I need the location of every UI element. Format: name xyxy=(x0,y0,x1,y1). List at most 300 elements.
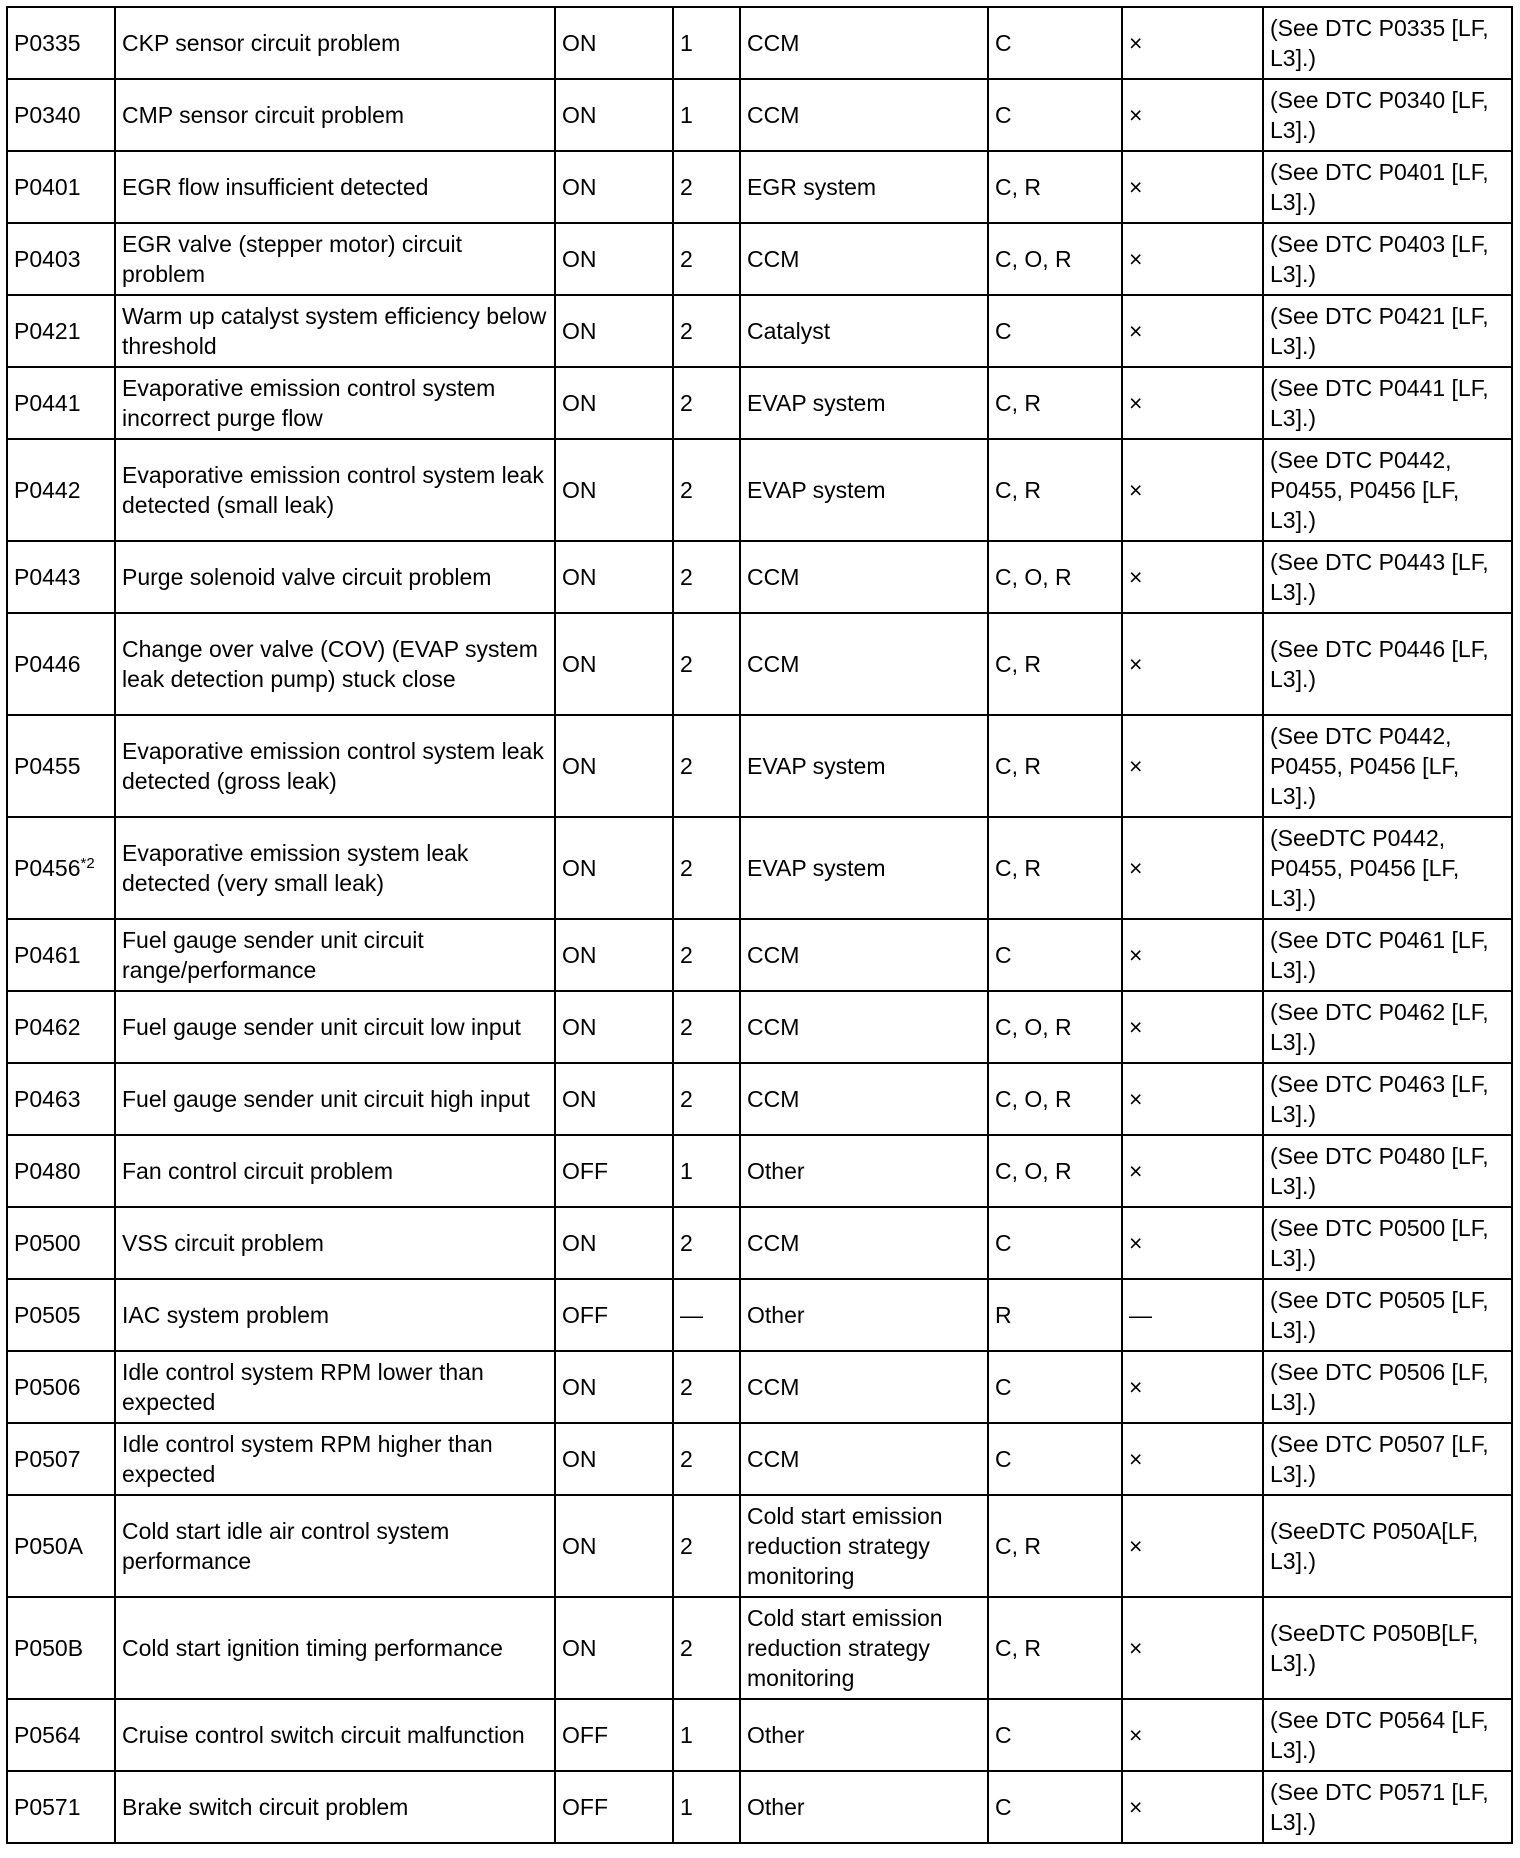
dtc-code-cell xyxy=(7,613,115,715)
monitor-item-cell xyxy=(740,613,988,715)
mil-cell xyxy=(555,541,673,613)
condition-cell xyxy=(115,1279,555,1351)
condition-cell-text: Purge solenoid valve circuit problem xyxy=(122,564,492,590)
drive-cycle-cell xyxy=(673,991,740,1063)
drive-cycle-cell-text: 2 xyxy=(680,564,693,590)
dtc-code-cell-text: P0571 xyxy=(14,1794,81,1820)
monitor-item-cell-text: Other xyxy=(747,1158,805,1184)
memory-function-cell-text: C xyxy=(995,1722,1012,1748)
self-test-type-cell xyxy=(1122,541,1263,613)
monitor-item-cell-text: Cold start emission reduction strategy monitoring xyxy=(747,1605,943,1691)
dtc-code-cell-text: P0442 xyxy=(14,477,81,503)
self-test-type-cell xyxy=(1122,1207,1263,1279)
memory-function-cell-text: C, O, R xyxy=(995,246,1072,272)
monitor-item-cell-text: CCM xyxy=(747,1374,800,1400)
page-reference-cell xyxy=(1263,79,1512,151)
mil-cell xyxy=(555,1771,673,1843)
memory-function-cell-text: C, R xyxy=(995,477,1041,503)
self-test-type-cell-text: × xyxy=(1129,30,1143,56)
mil-cell xyxy=(555,715,673,817)
dtc-code-cell-text: P0506 xyxy=(14,1374,81,1400)
mil-cell xyxy=(555,223,673,295)
dtc-table-page xyxy=(6,6,1513,1844)
mil-cell xyxy=(555,817,673,919)
condition-cell xyxy=(115,1351,555,1423)
footnote-marker: *2 xyxy=(80,855,95,872)
self-test-type-cell-text: × xyxy=(1129,246,1143,272)
page-reference-cell xyxy=(1263,1063,1512,1135)
memory-function-cell xyxy=(988,613,1122,715)
self-test-type-cell-text: × xyxy=(1129,1533,1143,1559)
drive-cycle-cell-text: 1 xyxy=(680,102,693,128)
mil-cell-text: ON xyxy=(562,477,597,503)
condition-cell-text: Evaporative emission control system leak detected (gross leak) xyxy=(122,738,544,794)
drive-cycle-cell-text: 2 xyxy=(680,1230,693,1256)
monitor-item-cell xyxy=(740,223,988,295)
page-reference-cell-text: (See DTC P0505 [LF, L3].) xyxy=(1270,1287,1489,1343)
memory-function-cell xyxy=(988,991,1122,1063)
drive-cycle-cell-text: 2 xyxy=(680,246,693,272)
mil-cell xyxy=(555,79,673,151)
memory-function-cell-text: C, R xyxy=(995,651,1041,677)
monitor-item-cell-text: CCM xyxy=(747,1446,800,1472)
condition-cell xyxy=(115,1207,555,1279)
mil-cell-text: ON xyxy=(562,1374,597,1400)
monitor-item-cell-text: EVAP system xyxy=(747,390,886,416)
dtc-code-cell xyxy=(7,541,115,613)
monitor-item-cell-text: CCM xyxy=(747,1014,800,1040)
table-row xyxy=(7,613,1512,715)
monitor-item-cell xyxy=(740,367,988,439)
condition-cell xyxy=(115,7,555,79)
monitor-item-cell-text: EVAP system xyxy=(747,477,886,503)
page-reference-cell xyxy=(1263,151,1512,223)
monitor-item-cell xyxy=(740,1699,988,1771)
monitor-item-cell-text: EGR system xyxy=(747,174,877,200)
table-row xyxy=(7,541,1512,613)
self-test-type-cell xyxy=(1122,439,1263,541)
page-reference-cell-text: (See DTC P0564 [LF, L3].) xyxy=(1270,1707,1489,1763)
dtc-code-cell-text: P050B xyxy=(14,1635,84,1661)
dtc-code-cell xyxy=(7,1423,115,1495)
self-test-type-cell-text: × xyxy=(1129,1794,1143,1820)
mil-cell xyxy=(555,1495,673,1597)
monitor-item-cell xyxy=(740,79,988,151)
monitor-item-cell xyxy=(740,1279,988,1351)
memory-function-cell xyxy=(988,1063,1122,1135)
memory-function-cell xyxy=(988,7,1122,79)
mil-cell xyxy=(555,1135,673,1207)
monitor-item-cell xyxy=(740,1597,988,1699)
drive-cycle-cell-text: 2 xyxy=(680,1533,693,1559)
dtc-table-body xyxy=(7,7,1512,1843)
condition-cell xyxy=(115,1063,555,1135)
condition-cell-text: Warm up catalyst system efficiency below threshold xyxy=(122,303,547,359)
page-reference-cell xyxy=(1263,223,1512,295)
memory-function-cell xyxy=(988,79,1122,151)
memory-function-cell-text: C, R xyxy=(995,855,1041,881)
mil-cell xyxy=(555,1423,673,1495)
self-test-type-cell-text: × xyxy=(1129,855,1143,881)
table-row xyxy=(7,715,1512,817)
page-reference-cell-text: (See DTC P0500 [LF, L3].) xyxy=(1270,1215,1489,1271)
memory-function-cell xyxy=(988,919,1122,991)
condition-cell xyxy=(115,295,555,367)
self-test-type-cell-text: × xyxy=(1129,1374,1143,1400)
table-row xyxy=(7,295,1512,367)
self-test-type-cell xyxy=(1122,1597,1263,1699)
self-test-type-cell xyxy=(1122,223,1263,295)
self-test-type-cell xyxy=(1122,991,1263,1063)
mil-cell-text: OFF xyxy=(562,1302,608,1328)
memory-function-cell xyxy=(988,151,1122,223)
drive-cycle-cell-text: 2 xyxy=(680,1446,693,1472)
page-reference-cell-text: (See DTC P0446 [LF, L3].) xyxy=(1270,636,1489,692)
memory-function-cell-text: C, O, R xyxy=(995,1158,1072,1184)
mil-cell-text: ON xyxy=(562,390,597,416)
monitor-item-cell-text: CCM xyxy=(747,1086,800,1112)
page-reference-cell xyxy=(1263,817,1512,919)
monitor-item-cell-text: CCM xyxy=(747,564,800,590)
self-test-type-cell-text: × xyxy=(1129,942,1143,968)
self-test-type-cell-text: × xyxy=(1129,390,1143,416)
dtc-code-cell-text: P0421 xyxy=(14,318,81,344)
memory-function-cell-text: C, R xyxy=(995,174,1041,200)
page-reference-cell xyxy=(1263,991,1512,1063)
monitor-item-cell xyxy=(740,439,988,541)
dtc-code-cell-text: P0340 xyxy=(14,102,81,128)
monitor-item-cell xyxy=(740,1423,988,1495)
condition-cell-text: CKP sensor circuit problem xyxy=(122,30,401,56)
page-reference-cell xyxy=(1263,715,1512,817)
page-reference-cell-text: (See DTC P0462 [LF, L3].) xyxy=(1270,999,1489,1055)
memory-function-cell-text: R xyxy=(995,1302,1012,1328)
mil-cell-text: ON xyxy=(562,564,597,590)
memory-function-cell-text: C xyxy=(995,1794,1012,1820)
self-test-type-cell xyxy=(1122,919,1263,991)
table-row xyxy=(7,991,1512,1063)
mil-cell-text: ON xyxy=(562,1533,597,1559)
condition-cell xyxy=(115,1699,555,1771)
self-test-type-cell xyxy=(1122,715,1263,817)
condition-cell-text: Brake switch circuit problem xyxy=(122,1794,409,1820)
condition-cell xyxy=(115,367,555,439)
dtc-code-cell-text: P0455 xyxy=(14,753,81,779)
condition-cell-text: EGR valve (stepper motor) circuit problem xyxy=(122,231,462,287)
self-test-type-cell-text: — xyxy=(1129,1302,1152,1328)
condition-cell-text: Fuel gauge sender unit circuit high input xyxy=(122,1086,530,1112)
self-test-type-cell-text: × xyxy=(1129,174,1143,200)
mil-cell-text: ON xyxy=(562,246,597,272)
condition-cell xyxy=(115,1135,555,1207)
memory-function-cell xyxy=(988,1699,1122,1771)
page-reference-cell xyxy=(1263,1597,1512,1699)
mil-cell xyxy=(555,919,673,991)
self-test-type-cell-text: × xyxy=(1129,1014,1143,1040)
monitor-item-cell-text: Catalyst xyxy=(747,318,831,344)
mil-cell-text: ON xyxy=(562,942,597,968)
table-row xyxy=(7,1423,1512,1495)
page-reference-cell-text: (See DTC P0401 [LF, L3].) xyxy=(1270,159,1489,215)
page-reference-cell xyxy=(1263,1699,1512,1771)
mil-cell-text: ON xyxy=(562,30,597,56)
table-row xyxy=(7,1771,1512,1843)
self-test-type-cell xyxy=(1122,1771,1263,1843)
table-row xyxy=(7,1135,1512,1207)
page-reference-cell-text: (See DTC P0507 [LF, L3].) xyxy=(1270,1431,1489,1487)
self-test-type-cell-text: × xyxy=(1129,102,1143,128)
self-test-type-cell xyxy=(1122,1423,1263,1495)
page-reference-cell xyxy=(1263,919,1512,991)
drive-cycle-cell xyxy=(673,7,740,79)
self-test-type-cell xyxy=(1122,79,1263,151)
memory-function-cell-text: C, R xyxy=(995,1635,1041,1661)
self-test-type-cell-text: × xyxy=(1129,564,1143,590)
condition-cell-text: Cold start ignition timing performance xyxy=(122,1635,503,1661)
table-row xyxy=(7,919,1512,991)
dtc-code-cell xyxy=(7,1771,115,1843)
condition-cell xyxy=(115,439,555,541)
memory-function-cell-text: C, O, R xyxy=(995,1014,1072,1040)
memory-function-cell-text: C, R xyxy=(995,1533,1041,1559)
condition-cell-text: VSS circuit problem xyxy=(122,1230,324,1256)
dtc-code-cell xyxy=(7,439,115,541)
mil-cell-text: ON xyxy=(562,1014,597,1040)
memory-function-cell xyxy=(988,1351,1122,1423)
memory-function-cell-text: C, O, R xyxy=(995,1086,1072,1112)
mil-cell xyxy=(555,1207,673,1279)
table-row xyxy=(7,1699,1512,1771)
monitor-item-cell-text: Cold start emission reduction strategy monitoring xyxy=(747,1503,943,1589)
monitor-item-cell xyxy=(740,715,988,817)
drive-cycle-cell-text: 2 xyxy=(680,390,693,416)
monitor-item-cell xyxy=(740,1063,988,1135)
dtc-code-cell-text: P0463 xyxy=(14,1086,81,1112)
condition-cell xyxy=(115,79,555,151)
mil-cell xyxy=(555,295,673,367)
table-row xyxy=(7,1207,1512,1279)
drive-cycle-cell-text: 2 xyxy=(680,651,693,677)
drive-cycle-cell-text: 2 xyxy=(680,1086,693,1112)
drive-cycle-cell xyxy=(673,1207,740,1279)
memory-function-cell-text: C xyxy=(995,318,1012,344)
monitor-item-cell-text: CCM xyxy=(747,30,800,56)
page-reference-cell-text: (See DTC P0442, P0455, P0456 [LF, L3].) xyxy=(1270,723,1460,809)
drive-cycle-cell xyxy=(673,1699,740,1771)
table-row xyxy=(7,1597,1512,1699)
table-row xyxy=(7,7,1512,79)
page-reference-cell xyxy=(1263,1351,1512,1423)
mil-cell xyxy=(555,1699,673,1771)
dtc-code-cell-text: P0441 xyxy=(14,390,81,416)
dtc-code-cell-text: P0480 xyxy=(14,1158,81,1184)
monitor-item-cell-text: CCM xyxy=(747,1230,800,1256)
drive-cycle-cell-text: 2 xyxy=(680,855,693,881)
page-reference-cell xyxy=(1263,439,1512,541)
mil-cell xyxy=(555,1351,673,1423)
memory-function-cell-text: C xyxy=(995,1230,1012,1256)
monitor-item-cell xyxy=(740,1135,988,1207)
dtc-code-cell xyxy=(7,367,115,439)
drive-cycle-cell-text: 1 xyxy=(680,1794,693,1820)
page-reference-cell-text: (See DTC P0443 [LF, L3].) xyxy=(1270,549,1489,605)
memory-function-cell xyxy=(988,541,1122,613)
table-row xyxy=(7,223,1512,295)
monitor-item-cell-text: EVAP system xyxy=(747,753,886,779)
dtc-code-cell-text: P0507 xyxy=(14,1446,81,1472)
mil-cell-text: ON xyxy=(562,318,597,344)
page-reference-cell-text: (See DTC P0335 [LF, L3].) xyxy=(1270,15,1489,71)
self-test-type-cell xyxy=(1122,367,1263,439)
page-reference-cell-text: (SeeDTC P050A[LF, L3].) xyxy=(1270,1518,1479,1574)
memory-function-cell-text: C xyxy=(995,102,1012,128)
mil-cell-text: ON xyxy=(562,1086,597,1112)
mil-cell xyxy=(555,151,673,223)
self-test-type-cell xyxy=(1122,1135,1263,1207)
monitor-item-cell xyxy=(740,991,988,1063)
memory-function-cell xyxy=(988,1771,1122,1843)
mil-cell xyxy=(555,1063,673,1135)
dtc-code-cell xyxy=(7,991,115,1063)
condition-cell-text: Evaporative emission system leak detected (very small leak) xyxy=(122,840,469,896)
condition-cell-text: Cold start idle air control system performance xyxy=(122,1518,450,1574)
monitor-item-cell xyxy=(740,7,988,79)
page-reference-cell-text: (See DTC P0461 [LF, L3].) xyxy=(1270,927,1489,983)
memory-function-cell-text: C xyxy=(995,1446,1012,1472)
dtc-code-cell xyxy=(7,1135,115,1207)
page-reference-cell xyxy=(1263,1495,1512,1597)
mil-cell xyxy=(555,1597,673,1699)
memory-function-cell-text: C, O, R xyxy=(995,564,1072,590)
condition-cell-text: Cruise control switch circuit malfunction xyxy=(122,1722,525,1748)
self-test-type-cell xyxy=(1122,1699,1263,1771)
dtc-code-cell xyxy=(7,151,115,223)
self-test-type-cell xyxy=(1122,1279,1263,1351)
self-test-type-cell-text: × xyxy=(1129,477,1143,503)
mil-cell-text: OFF xyxy=(562,1722,608,1748)
self-test-type-cell-text: × xyxy=(1129,651,1143,677)
drive-cycle-cell xyxy=(673,1495,740,1597)
page-reference-cell-text: (See DTC P0480 [LF, L3].) xyxy=(1270,1143,1489,1199)
mil-cell-text: ON xyxy=(562,651,597,677)
drive-cycle-cell-text: 2 xyxy=(680,318,693,344)
dtc-code-cell xyxy=(7,223,115,295)
dtc-code-cell-text: P0335 xyxy=(14,30,81,56)
mil-cell-text: ON xyxy=(562,1635,597,1661)
self-test-type-cell xyxy=(1122,7,1263,79)
dtc-code-cell-text: P0500 xyxy=(14,1230,81,1256)
monitor-item-cell xyxy=(740,1495,988,1597)
table-row xyxy=(7,151,1512,223)
condition-cell xyxy=(115,991,555,1063)
page-reference-cell-text: (See DTC P0340 [LF, L3].) xyxy=(1270,87,1489,143)
condition-cell xyxy=(115,1771,555,1843)
dtc-code-cell xyxy=(7,919,115,991)
monitor-item-cell xyxy=(740,541,988,613)
drive-cycle-cell xyxy=(673,1063,740,1135)
page-reference-cell xyxy=(1263,1771,1512,1843)
monitor-item-cell-text: Other xyxy=(747,1302,805,1328)
self-test-type-cell-text: × xyxy=(1129,318,1143,344)
dtc-code-cell-text: P0403 xyxy=(14,246,81,272)
table-row xyxy=(7,1279,1512,1351)
memory-function-cell-text: C, R xyxy=(995,753,1041,779)
table-row xyxy=(7,367,1512,439)
dtc-code-cell-text: P0446 xyxy=(14,651,81,677)
condition-cell-text: Change over valve (COV) (EVAP system leak detection pump) stuck close xyxy=(122,636,538,692)
table-row xyxy=(7,79,1512,151)
page-reference-cell-text: (See DTC P0571 [LF, L3].) xyxy=(1270,1779,1489,1835)
page-reference-cell-text: (See DTC P0421 [LF, L3].) xyxy=(1270,303,1489,359)
condition-cell-text: Evaporative emission control system incorrect purge flow xyxy=(122,375,496,431)
condition-cell-text: Evaporative emission control system leak detected (small leak) xyxy=(122,462,544,518)
drive-cycle-cell xyxy=(673,1597,740,1699)
memory-function-cell xyxy=(988,715,1122,817)
monitor-item-cell-text: CCM xyxy=(747,942,800,968)
condition-cell-text: IAC system problem xyxy=(122,1302,330,1328)
mil-cell xyxy=(555,1279,673,1351)
memory-function-cell xyxy=(988,1207,1122,1279)
condition-cell-text: Fan control circuit problem xyxy=(122,1158,393,1184)
condition-cell-text: Idle control system RPM higher than expected xyxy=(122,1431,493,1487)
memory-function-cell-text: C xyxy=(995,30,1012,56)
page-reference-cell-text: (See DTC P0403 [LF, L3].) xyxy=(1270,231,1489,287)
table-row xyxy=(7,1063,1512,1135)
table-row xyxy=(7,439,1512,541)
drive-cycle-cell xyxy=(673,715,740,817)
self-test-type-cell xyxy=(1122,1063,1263,1135)
drive-cycle-cell-text: 2 xyxy=(680,174,693,200)
dtc-code-cell-text: P050A xyxy=(14,1533,84,1559)
condition-cell-text: EGR flow insufficient detected xyxy=(122,174,429,200)
drive-cycle-cell xyxy=(673,295,740,367)
drive-cycle-cell xyxy=(673,1771,740,1843)
drive-cycle-cell xyxy=(673,541,740,613)
dtc-code-cell-text: P0456 xyxy=(14,855,81,881)
self-test-type-cell xyxy=(1122,1495,1263,1597)
dtc-code-cell xyxy=(7,7,115,79)
memory-function-cell-text: C xyxy=(995,1374,1012,1400)
page-reference-cell xyxy=(1263,7,1512,79)
drive-cycle-cell-text: 2 xyxy=(680,1014,693,1040)
self-test-type-cell-text: × xyxy=(1129,753,1143,779)
memory-function-cell xyxy=(988,439,1122,541)
mil-cell-text: OFF xyxy=(562,1158,608,1184)
condition-cell xyxy=(115,613,555,715)
mil-cell-text: ON xyxy=(562,1446,597,1472)
monitor-item-cell xyxy=(740,1351,988,1423)
monitor-item-cell-text: CCM xyxy=(747,651,800,677)
monitor-item-cell xyxy=(740,817,988,919)
dtc-code-cell-text: P0461 xyxy=(14,942,81,968)
drive-cycle-cell xyxy=(673,79,740,151)
page-reference-cell xyxy=(1263,1135,1512,1207)
page-reference-cell xyxy=(1263,367,1512,439)
memory-function-cell xyxy=(988,295,1122,367)
mil-cell xyxy=(555,613,673,715)
drive-cycle-cell xyxy=(673,223,740,295)
drive-cycle-cell-text: 2 xyxy=(680,1635,693,1661)
mil-cell xyxy=(555,367,673,439)
dtc-code-cell xyxy=(7,1207,115,1279)
self-test-type-cell-text: × xyxy=(1129,1230,1143,1256)
self-test-type-cell xyxy=(1122,295,1263,367)
mil-cell-text: ON xyxy=(562,753,597,779)
dtc-code-cell xyxy=(7,1699,115,1771)
drive-cycle-cell-text: 1 xyxy=(680,1158,693,1184)
dtc-code-cell xyxy=(7,1279,115,1351)
condition-cell xyxy=(115,1597,555,1699)
